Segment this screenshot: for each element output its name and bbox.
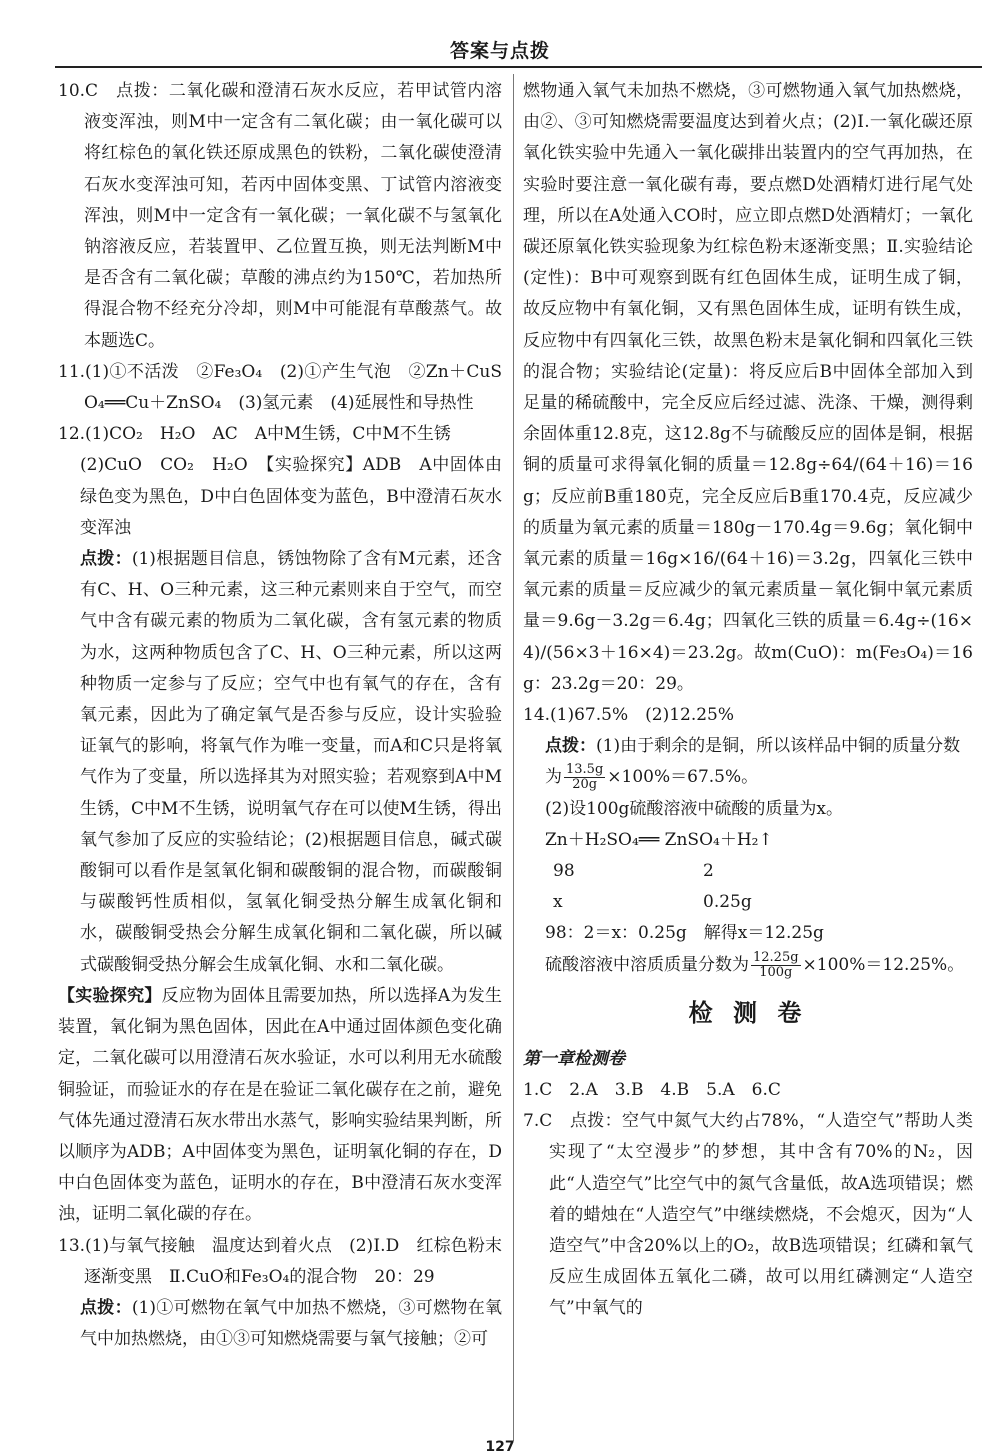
answer-14-fraction-line (523, 762, 973, 793)
answers-1-to-6: 1.C 2.A 3.B 4.B 5.A 6.C (523, 1079, 781, 1100)
note-label: 点拨： (545, 736, 596, 757)
note-label: 点拨： (80, 549, 132, 570)
answer-14-final (523, 950, 973, 981)
answer-14-note (523, 731, 973, 762)
answer-12-part1: 12.(1)CO₂ H₂O AC A中M生锈，C中M不生锈 (58, 424, 451, 445)
ratio-right: 2 (703, 861, 714, 882)
left-column (58, 76, 502, 1451)
equation-ratio-row (523, 856, 973, 887)
unknown-right: 0.25g (703, 892, 752, 913)
page-header (0, 0, 1000, 70)
answer-12-part2: (2)CuO CO₂ H₂O 【实验探究】ADB A中固体由绿色变为黑色，D中白色固体变为蓝色，B中澄清石灰水变浑浊 (80, 455, 502, 538)
fraction-suffix: ×100%＝67.5%。 (607, 767, 759, 788)
fraction-denominator: 20g (572, 777, 598, 793)
fraction-prefix: 为 (545, 767, 562, 788)
chapter-title: 第一章检测卷 (523, 1048, 625, 1069)
answer-7: 7.C 点拨：空气中氮气大约占78%，“人造空气”帮助人类实现了“太空漫步”的梦想，其中含有70%的N₂，因此“人造空气”比空气中的氮气含量低，故A选项错误；燃着的蜡烛在“人造空气”中继续燃烧，不会熄灭，因为“人造空气”中含20%以上的O₂，故B选项错误；红磷和氧气反应生成固体五氧化二磷，故可以用红磷测定“人造空气”中氧气的 (523, 1111, 973, 1319)
ratio-left: 98 (553, 861, 575, 882)
answer-13-continued: 燃物通入氧气未加热不燃烧，③可燃物通入氧气加热燃烧，由②、③可知燃烧需要温度达到着火点；(2)Ⅰ.一氧化碳还原氧化铁实验中先通入一氧化碳排出装置内的空气再加热，在实验时要注意一氧化碳有毒，要点燃D处酒精灯进行尾气处理，所以在A处通入CO时，应立即点燃D处酒精灯；一氧化碳还原氧化铁实验现象为红棕色粉末逐渐变黑；Ⅱ.实验结论(定性)：B中可观察到既有红色固体生成，证明生成了铜，故反应物中有氧化铜，又有黑色固体生成，证明有铁生成，反应物中有四氧化三铁，故黑色粉末是氧化铜和四氧化三铁的混合物；实验结论(定量)：将反应后B中固体全部加入到足量的稀硫酸中，完全反应后经过滤、洗涤、干燥，测得剩余固体重12.8克，这12.8g不与硫酸反应的固体是铜，根据铜的质量可求得氧化铜的质量＝12.8g÷64/(64＋16)＝16g；反应前B重180克，完全反应后B重170.4克，反应减少的质量为氧元素的质量＝180g－170.4g＝9.6g；氧化铜中氧元素的质量＝16g×16/(64＋16)＝3.2g，四氧化三铁中氧元素的质量＝反应减少的氧元素质量－氧化铜中氧元素质量＝9.6g－3.2g＝6.4g；四氧化三铁的质量＝6.4g÷(16×4)/(56×3＋16×4)＝23.2g。故m(CuO)：m(Fe₃O₄)＝16g：23.2g＝20：29。 (523, 81, 973, 694)
answer-14: 14.(1)67.5% (2)12.25% (523, 705, 735, 726)
fraction-denominator: 100g (759, 964, 793, 980)
answer-10: 10.C 点拨：二氧化碳和澄清石灰水反应，若甲试管内溶液变浑浊，则M中一定含有二氧化碳；由一氧化碳可以将红棕色的氧化铁还原成黑色的铁粉，二氧化碳使澄清石灰水变浑浊可知，若丙中固体变黑、丁试管内溶液变浑浊，则M中一定含有一氧化碳；一氧化碳不与氢氧化钠溶液反应，若装置甲、乙位置互换，则无法判断M中是否含有二氧化碳；草酸的沸点约为150℃，若加热所得混合物不经充分冷却，则M中可能混有草酸蒸气。故本题选C。 (58, 81, 502, 351)
experiment-note (58, 981, 502, 1231)
experiment-label: 【实验探究】 (58, 985, 162, 1006)
answer-11: 11.(1)①不活泼 ②Fe₃O₄ (2)①产生气泡 ②Zn＋CuSO₄══Cu＋ZnSO₄ (3)氢元素 (4)延展性和导热性 (58, 361, 502, 414)
experiment-text: 反应物为固体且需要加热，所以选择A为发生装置，氧化铜为黑色固体，因此在A中通过固体颜色变化确定，二氧化碳可以用澄清石灰水验证，水可以利用无水硫酸铜验证，而验证水的存在是在验证二氧化碳存在之前，避免气体先通过澄清石灰水带出水蒸气，影响实验结果判断，所以顺序为ADB；A中固体变为黑色，证明氧化铜的存在，D中白色固体变为蓝色，证明水的存在，B中澄清石灰水变浑浊，证明二氧化碳的存在。 (58, 985, 502, 1225)
unknown-left: x (553, 892, 563, 913)
fraction (751, 951, 801, 980)
note-label: 点拨： (80, 1297, 132, 1318)
chemical-equation: Zn＋H₂SO₄══ ZnSO₄＋H₂↑ (545, 829, 773, 850)
note-text: (1)根据题目信息，锈蚀物除了含有M元素，还含有C、H、O三种元素，这三种元素则来自于空气，而空气中含有碳元素的物质为二氧化碳，含有氢元素的物质为水，这两种物质包含了C、H、O三种元素，所以这两种物质一定参与了反应；空气中也有氧气的存在，含有氧元素，因此为了确定氧气是否参与反应，设计实验验证氧气的影响，将氧气作为唯一变量，而A和C只是将氧气作为了变量，所以选择其为对照实验；若观察到A中M生锈，C中M不生锈，说明氧气存在可以使M生锈，得出氧气参加了反应的实验结论；(2)根据题目信息，碱式碳酸铜可以看作是氢氧化铜和碳酸铜的混合物，而碳酸铜与碳酸钙性质相似，氢氧化铜受热分解生成氧化铜和水，碳酸铜受热会分解生成氧化铜和二氧化碳，所以碱式碳酸铜受热分解会生成氧化铜、水和二氧化碳。 (80, 549, 502, 975)
page-title: 答案与点拨 (449, 40, 550, 62)
answer-13: 13.(1)与氧气接触 温度达到着火点 (2)Ⅰ.D 红棕色粉末逐渐变黑 Ⅱ.CuO和Fe₃O₄的混合物 20：29 (58, 1235, 502, 1287)
equation-unknown-row (523, 887, 973, 918)
note-text: (1)由于剩余的是铜，所以该样品中铜的质量分数 (596, 736, 961, 757)
answer-14-setup: (2)设100g硫酸溶液中硫酸的质量为x。 (545, 798, 843, 819)
note-text: (1)①可燃物在氧气中加热不燃烧，③可燃物在氧气中加热燃烧，由①③可知燃烧需要与氧气接触；②可 (80, 1297, 502, 1350)
page-number: 127 (485, 1439, 515, 1455)
answer-13-note (58, 1293, 502, 1355)
right-column (523, 76, 973, 1451)
header-rule (55, 66, 982, 68)
fraction (564, 763, 605, 792)
section-title: 检 测 卷 (688, 998, 808, 1027)
final-suffix: ×100%＝12.25%。 (802, 954, 965, 975)
fraction-numerator: 12.25g (753, 949, 799, 965)
column-divider (513, 74, 514, 1441)
final-prefix: 硫酸溶液中溶质质量分数为 (545, 954, 749, 975)
equation-solution: 98：2＝x：0.25g 解得x＝12.25g (545, 923, 824, 944)
fraction-numerator: 13.5g (566, 762, 604, 778)
answer-12-note (58, 544, 502, 981)
